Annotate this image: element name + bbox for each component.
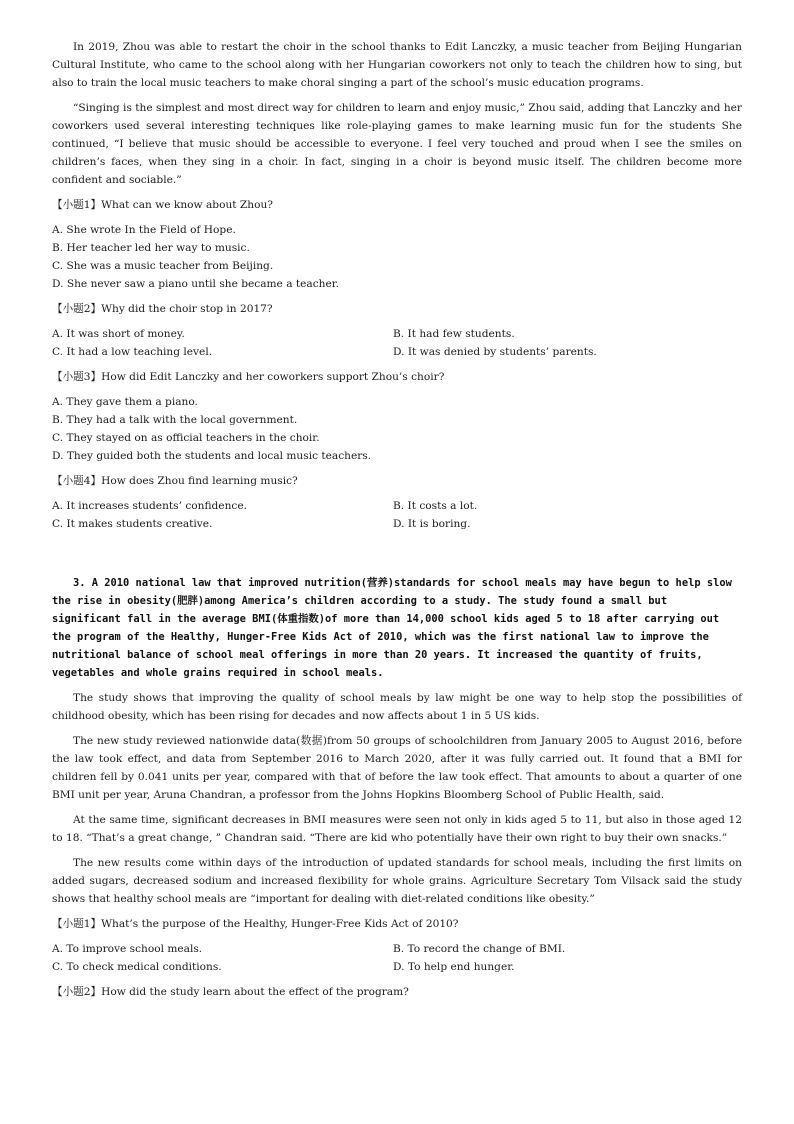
option-d: D. It was denied by students’ parents. — [393, 346, 597, 358]
option-a: A. It was short of money. — [52, 328, 185, 340]
option-d: D. To help end hunger. — [393, 961, 515, 973]
option-c: C. It makes students creative. — [52, 518, 213, 530]
option-c: C. She was a music teacher from Beijing. — [52, 260, 274, 272]
option-a: A. She wrote In the Field of Hope. — [52, 224, 236, 236]
option-a: A. They gave them a piano. — [52, 396, 198, 408]
p2-paragraph-4: The new results come within days of the introduction of updated standards for school meals, including the first limits on added sugars, decreased sodium and increased flexibility for whole grains. Agriculture Secretary Tom Vilsack said the study shows that healthy school meals are “important for dealing with diet-related conditions like obesity.” — [52, 857, 742, 905]
option-a: A. To improve school meals. — [52, 943, 203, 955]
p2-q1-options — [52, 940, 742, 976]
p1-q1-options — [52, 221, 742, 293]
p1-paragraph-1: In 2019, Zhou was able to restart the choir in the school thanks to Edit Lanczky, a music teacher from Beijing Hungarian Cultural Institute, who came to the school along with her Hungarian coworkers not only to teach the children how to sing, but also to train the local music teachers to make choral singing a part of the school’s music education programs. — [52, 41, 742, 89]
p1-question-3: 【小题3】How did Edit Lanczky and her coworkers support Zhou’s choir? — [52, 371, 445, 383]
p2-question-1: 【小题1】What’s the purpose of the Healthy, Hunger-Free Kids Act of 2010? — [52, 918, 459, 930]
p1-q3-options — [52, 393, 742, 465]
p1-paragraph-2: “Singing is the simplest and most direct way for children to learn and enjoy music,” Zhou said, adding that Lanczky and her coworkers used several interesting techniques like role-playing games to make learning music fun for the students She continued, “I believe that music should be accessible to everyone. I feel very touched and proud when I see the smiles on children’s faces, when they sing in a choir. In fact, singing in a choir is beyond music itself. The children become more confident and sociable.” — [52, 102, 742, 186]
option-d: D. She never saw a piano until she became a teacher. — [52, 278, 340, 290]
option-b: B. It costs a lot. — [393, 500, 478, 512]
p2-paragraph-3: At the same time, significant decreases in BMI measures were seen not only in kids aged 5 to 11, but also in those aged 12 to 18. “That’s a great change, ” Chandran said. “There are kid who potentially have their own right to buy their own snacks.” — [52, 814, 742, 844]
option-b: B. It had few students. — [393, 328, 515, 340]
section-gap — [52, 540, 742, 574]
option-c: C. They stayed on as official teachers in the choir. — [52, 432, 320, 444]
option-d: D. It is boring. — [393, 518, 471, 530]
option-b: B. To record the change of BMI. — [393, 943, 566, 955]
p1-question-2: 【小题2】Why did the choir stop in 2017? — [52, 303, 273, 315]
document-page — [52, 38, 742, 1008]
option-d: D. They guided both the students and local music teachers. — [52, 450, 372, 462]
p1-q4-options — [52, 497, 742, 533]
p2-intro-paragraph: 3. A 2010 national law that improved nutrition(营养)standards for school meals may have begun to help slow the rise in obesity(肥胖)among America’s children according to a study. The study found a small but significant fall in the average BMI(体重指数)of more than 14,000 school kids aged 5 to 18 after carrying out the program of the Healthy, Hunger-Free Kids Act of 2010, which was the first national law to improve the nutritional balance of school meal offerings in more than 20 years. It increased the quantity of fruits, vegetables and whole grains required in school meals. — [52, 577, 732, 679]
option-a: A. It increases students’ confidence. — [52, 500, 247, 512]
p2-question-2: 【小题2】How did the study learn about the effect of the program? — [52, 986, 409, 998]
p1-question-1: 【小题1】What can we know about Zhou? — [52, 199, 273, 211]
option-c: C. To check medical conditions. — [52, 961, 222, 973]
p2-paragraph-1: The study shows that improving the quality of school meals by law might be one way to help stop the possibilities of childhood obesity, which has been rising for decades and now affects about 1 in 5 US kids. — [52, 692, 742, 722]
option-c: C. It had a low teaching level. — [52, 346, 213, 358]
option-b: B. Her teacher led her way to music. — [52, 242, 250, 254]
p1-question-4: 【小题4】How does Zhou find learning music? — [52, 475, 298, 487]
p2-paragraph-2: The new study reviewed nationwide data(数据)from 50 groups of schoolchildren from January 2005 to August 2016, before the law took effect, and data from September 2016 to March 2020, after it was fully carried out. It found that a BMI for children fell by 0.041 units per year, compared with that of before the law took effect. That amounts to about a quarter of one BMI unit per year, Aruna Chandran, a professor from the Johns Hopkins Bloomberg School of Public Health, said. — [52, 735, 742, 801]
option-b: B. They had a talk with the local government. — [52, 414, 298, 426]
p1-q2-options — [52, 325, 742, 361]
